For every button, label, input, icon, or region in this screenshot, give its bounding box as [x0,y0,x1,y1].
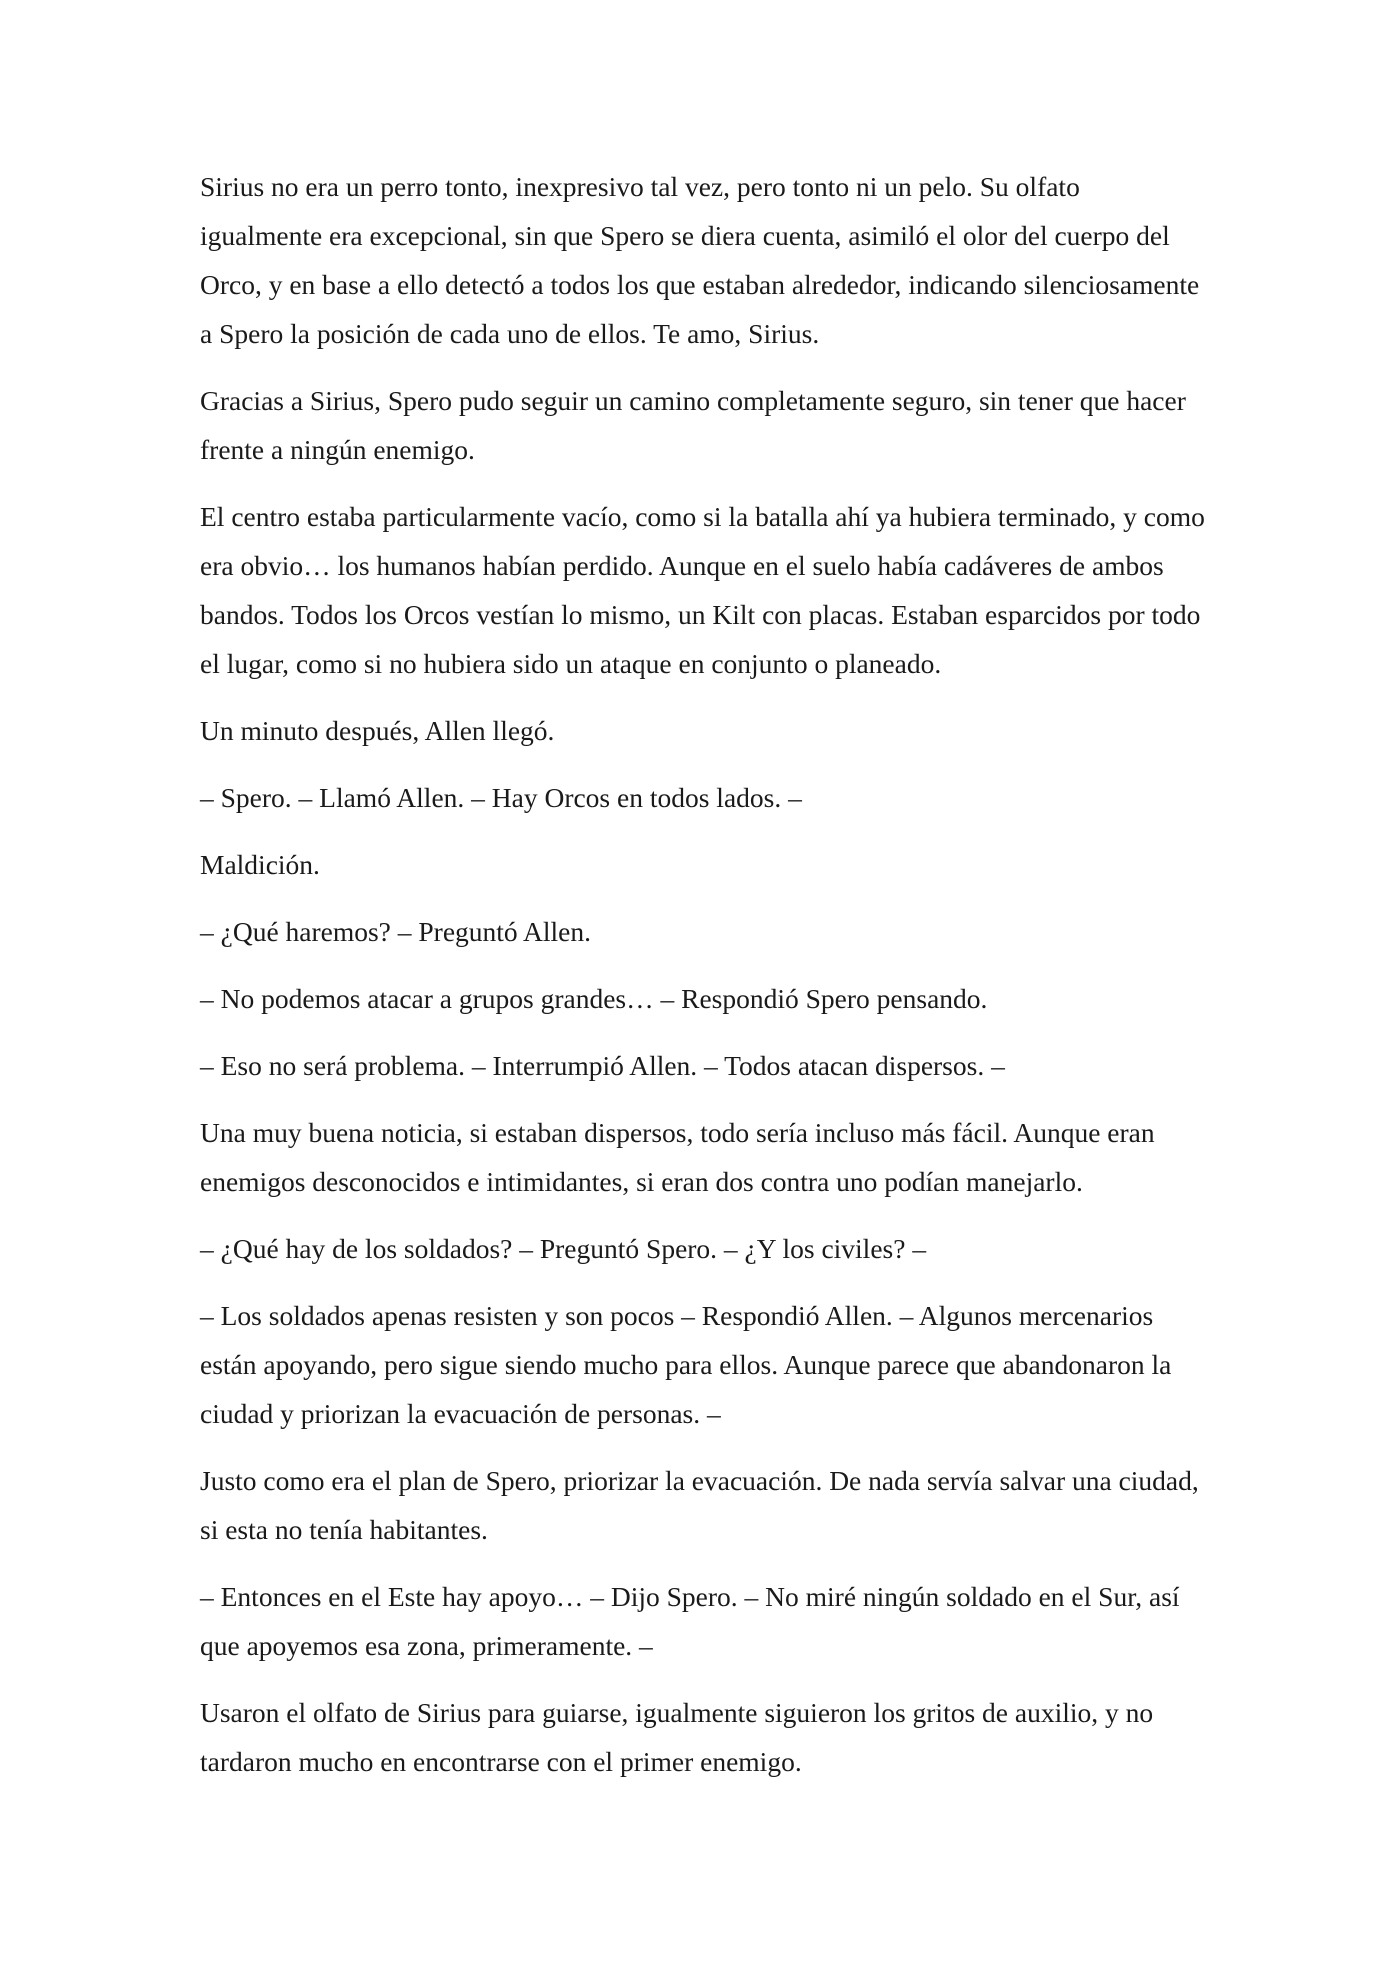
dialogue-line-3: – No podemos atacar a grupos grandes… – Respondió Spero pensando. [200,983,988,1014]
paragraph-6: Una muy buena noticia, si estaban dispersos, todo sería incluso más fácil. Aunque eran enemigos desconocidos e intimidantes, si eran dos contra uno podían manejarlo. [200,1117,1155,1197]
dialogue-line-6: – Los soldados apenas resisten y son pocos – Respondió Allen. – Algunos mercenarios están apoyando, pero sigue siendo mucho para ellos. Aunque parece que abandonaron la ciudad y priorizan la evacuación de personas. – [200,1300,1172,1429]
paragraph-1: Sirius no era un perro tonto, inexpresivo tal vez, pero tonto ni un pelo. Su olfato igualmente era excepcional, sin que Spero se diera cuenta, asimiló el olor del cuerpo del Orco, y en base a ello detectó a todos los que estaban alrededor, indicando silenciosamente a Spero la posición de cada uno de ellos. Te amo, Sirius. [200,171,1200,349]
paragraph-7: Justo como era el plan de Spero, priorizar la evacuación. De nada servía salvar una ciudad, si esta no tenía habitantes. [200,1465,1199,1545]
dialogue-line-1: – Spero. – Llamó Allen. – Hay Orcos en todos lados. – [200,782,802,813]
paragraph-3: El centro estaba particularmente vacío, como si la batalla ahí ya hubiera terminado, y como era obvio… los humanos habían perdido. Aunque en el suelo había cadáveres de ambos bandos. Todos los Orcos vestían lo mismo, un Kilt con placas. Estaban esparcidos por todo el lugar, como si no hubiera sido un ataque en conjunto o planeado. [200,501,1205,679]
paragraph-4: Un minuto después, Allen llegó. [200,715,555,746]
dialogue-line-4: – Eso no será problema. – Interrumpió Allen. – Todos atacan dispersos. – [200,1050,1005,1081]
paragraph-5: Maldición. [200,849,320,880]
paragraph-2: Gracias a Sirius, Spero pudo seguir un camino completamente seguro, sin tener que hacer frente a ningún enemigo. [200,385,1186,465]
dialogue-line-7: – Entonces en el Este hay apoyo… – Dijo Spero. – No miré ningún soldado en el Sur, así que apoyemos esa zona, primeramente. – [200,1581,1180,1661]
document-page [200,162,1205,1804]
paragraph-8: Usaron el olfato de Sirius para guiarse, igualmente siguieron los gritos de auxilio, y no tardaron mucho en encontrarse con el primer enemigo. [200,1697,1154,1777]
dialogue-line-2: – ¿Qué haremos? – Preguntó Allen. [200,916,592,947]
dialogue-line-5: – ¿Qué hay de los soldados? – Preguntó Spero. – ¿Y los civiles? – [200,1233,927,1264]
